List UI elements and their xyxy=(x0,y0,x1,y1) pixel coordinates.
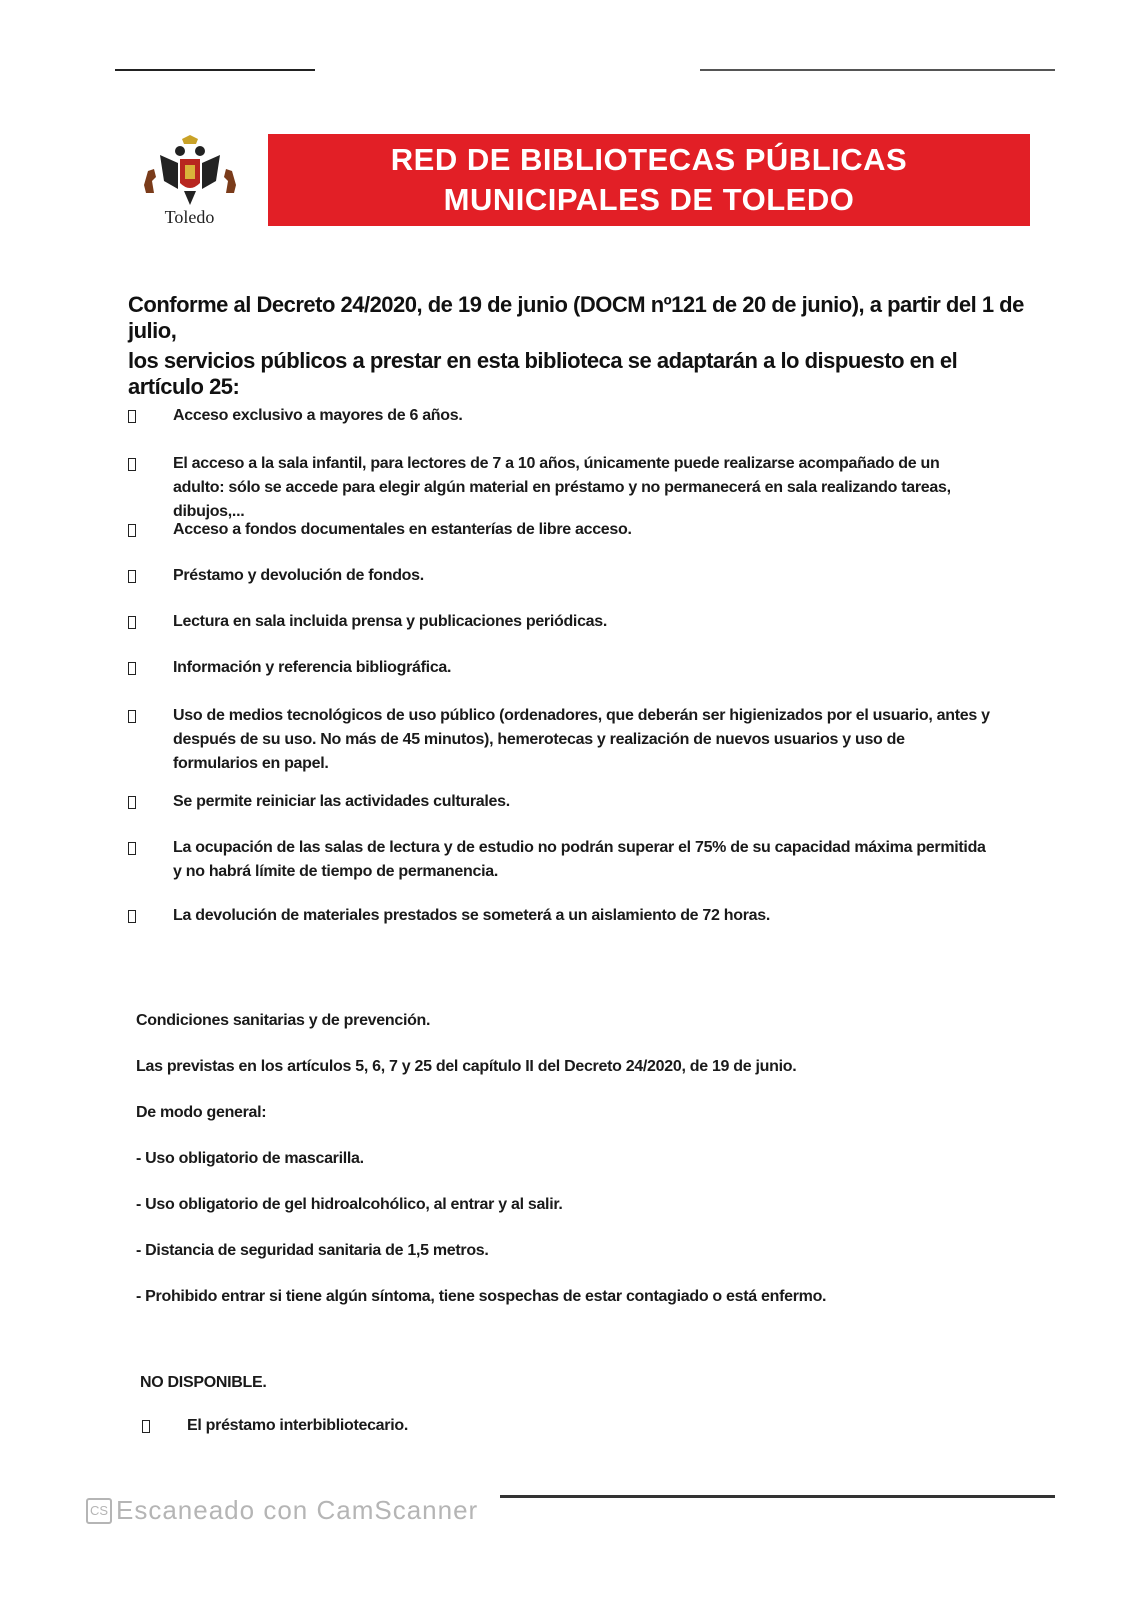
top-left-rule xyxy=(115,69,315,71)
checkbox-icon xyxy=(128,710,136,723)
double-headed-eagle-icon xyxy=(138,135,242,211)
service-item-text: Se permite reiniciar las actividades culturales. xyxy=(173,793,510,810)
conditions-reference: Las previstas en los artículos 5, 6, 7 y 25 del capítulo II del Decreto 24/2020, de 19 de junio. xyxy=(136,1058,797,1075)
bottom-rule xyxy=(500,1495,1055,1498)
service-item-text: La ocupación de las salas de lectura y de estudio no podrán superar el 75% de su capacidad máxima permitida y no habrá límite de tiempo de permanencia. xyxy=(173,839,986,880)
camscanner-logo-icon: CS xyxy=(86,1498,112,1524)
checkbox-icon xyxy=(128,796,136,809)
condition-rule: - Prohibido entrar si tiene algún síntoma, tiene sospechas de estar contagiado o está enfermo. xyxy=(136,1288,827,1305)
checkbox-icon xyxy=(142,1420,150,1433)
service-item-text: Acceso exclusivo a mayores de 6 años. xyxy=(173,407,463,424)
checkbox-icon xyxy=(128,524,136,537)
conditions-general: De modo general: xyxy=(136,1104,267,1121)
condition-rule: - Uso obligatorio de gel hidroalcohólico, al entrar y al salir. xyxy=(136,1196,563,1213)
unavailable-item-text: El préstamo interbibliotecario. xyxy=(187,1417,408,1434)
top-right-rule xyxy=(700,69,1055,71)
checkbox-icon xyxy=(128,410,136,423)
condition-rule: - Distancia de seguridad sanitaria de 1,5 metros. xyxy=(136,1242,489,1259)
toledo-coat-of-arms-logo xyxy=(132,135,247,245)
camscanner-watermark xyxy=(86,1495,478,1526)
service-item-text: Información y referencia bibliográfica. xyxy=(173,659,452,676)
checkbox-icon xyxy=(128,842,136,855)
service-item-text: Acceso a fondos documentales en estanterías de libre acceso. xyxy=(173,521,632,538)
unavailable-heading: NO DISPONIBLE. xyxy=(140,1374,267,1391)
checkbox-icon xyxy=(128,910,136,923)
service-item-text: Préstamo y devolución de fondos. xyxy=(173,567,424,584)
intro-line-1: Conforme al Decreto 24/2020, de 19 de junio (DOCM nº121 de 20 de junio), a partir del 1 de julio, xyxy=(128,292,1024,343)
intro-line-2: los servicios públicos a prestar en esta biblioteca se adaptarán a lo dispuesto en el artículo 25: xyxy=(128,348,958,399)
service-item-text: Uso de medios tecnológicos de uso público (ordenadores, que deberán ser higienizados por el usuario, antes y después de su uso. No más de 45 minutos), hemerotecas y realización de nuevos usuarios y uso de formularios en papel. xyxy=(173,707,990,772)
checkbox-icon xyxy=(128,570,136,583)
camscanner-watermark-text: Escaneado con CamScanner xyxy=(116,1495,479,1525)
logo-city-name: Toledo xyxy=(164,207,215,227)
title-banner xyxy=(268,134,1030,226)
checkbox-icon xyxy=(128,662,136,675)
service-item-text: La devolución de materiales prestados se someterá a un aislamiento de 72 horas. xyxy=(173,907,770,924)
service-item-text: El acceso a la sala infantil, para lectores de 7 a 10 años, únicamente puede realizarse acompañado de un adulto: sólo se accede para elegir algún material en préstamo y no permanecerá en sala realizando tareas, dibujos,... xyxy=(173,455,951,520)
condition-rule: - Uso obligatorio de mascarilla. xyxy=(136,1150,364,1167)
banner-title-line-1: RED DE BIBLIOTECAS PÚBLICAS xyxy=(390,142,908,177)
checkbox-icon xyxy=(128,616,136,629)
service-item-text: Lectura en sala incluida prensa y publicaciones periódicas. xyxy=(173,613,608,630)
banner-title-line-2: MUNICIPALES DE TOLEDO xyxy=(443,182,855,217)
checkbox-icon xyxy=(128,458,136,471)
conditions-heading: Condiciones sanitarias y de prevención. xyxy=(136,1012,431,1029)
